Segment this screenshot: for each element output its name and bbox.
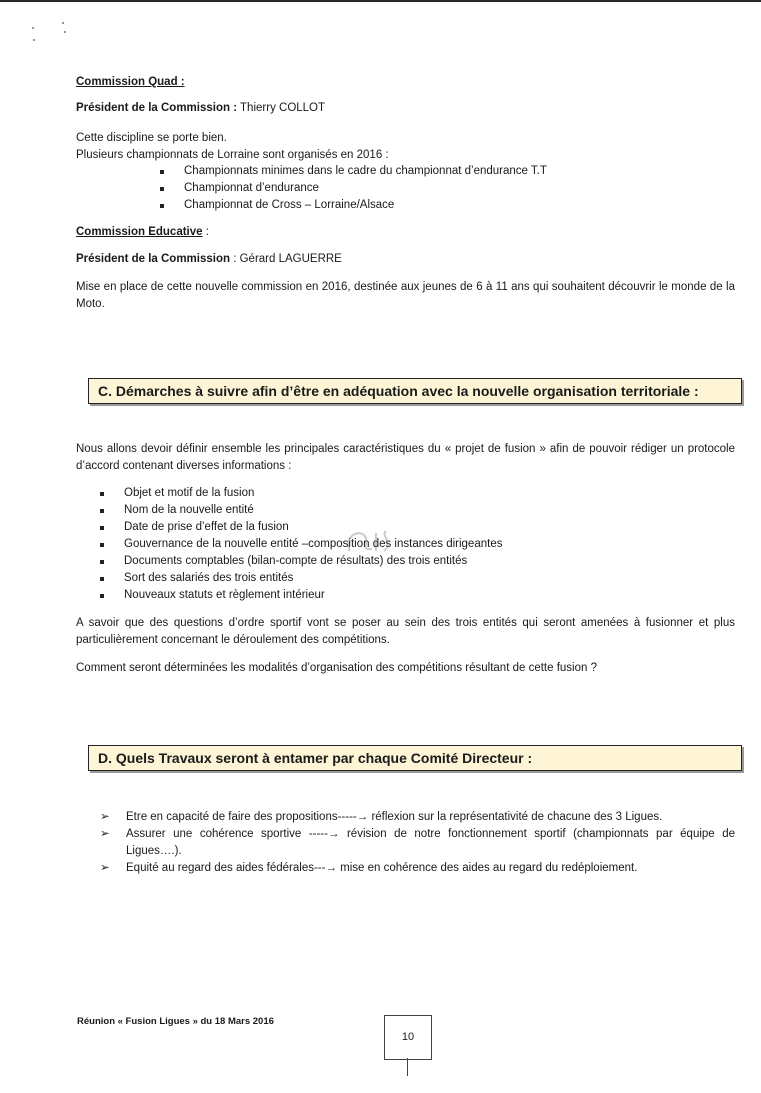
list-item: Championnat d’endurance (160, 180, 720, 197)
educative-heading-suffix: : (202, 226, 209, 238)
quad-president (76, 102, 325, 114)
top-border (0, 0, 761, 2)
list-item: Date de prise d’effet de la fusion (100, 519, 660, 536)
list-item: ➢ Assurer une cohérence sportive -----→ révision de notre fonctionnement sportif (championnats par équipe de Ligues….). (100, 828, 735, 857)
list-item: Championnats minimes dans le cadre du championnat d’endurance T.T (160, 163, 720, 180)
educative-heading-text: Commission Educative (76, 226, 203, 238)
quad-line2: Plusieurs championnats de Lorraine sont organisés en 2016 : (76, 149, 389, 161)
educative-text: Mise en place de cette nouvelle commission en 2016, destinée aux jeunes de 6 à 11 ans qui souhaitent découvrir le monde de la Moto. (76, 281, 735, 310)
scan-speck (33, 39, 35, 41)
quad-heading: Commission Quad : (76, 76, 185, 88)
list-item: Championnat de Cross – Lorraine/Alsace (160, 197, 720, 214)
scan-speck (64, 31, 66, 33)
page-number: 10 (384, 1015, 432, 1060)
list-item: ➢ Etre en capacité de faire des propositions-----→ réflexion sur la représentativité de chacune des 3 Ligues. (100, 809, 735, 826)
quad-bullet-list (160, 163, 720, 214)
list-item: Nouveaux statuts et règlement intérieur (100, 587, 660, 604)
faint-stamp-mark (342, 525, 412, 557)
list-item: Objet et motif de la fusion (100, 485, 660, 502)
section-d-list (100, 809, 735, 877)
list-item: Nom de la nouvelle entité (100, 502, 660, 519)
quad-line1: Cette discipline se porte bien. (76, 132, 227, 144)
scan-speck (62, 22, 64, 24)
list-item: Sort des salariés des trois entités (100, 570, 660, 587)
list-item: ➢ Equité au regard des aides fédérales---→ mise en cohérence des aides au regard du redéploiement. (100, 860, 735, 877)
educative-president (76, 253, 342, 265)
list-item: Gouvernance de la nouvelle entité –composition des instances dirigeantes (100, 536, 660, 553)
arrow-bullet-icon: ➢ (100, 828, 110, 840)
arrow-bullet-icon: ➢ (100, 811, 110, 823)
arrow-bullet-icon: ➢ (100, 862, 110, 874)
educative-president-name: : Gérard LAGUERRE (230, 253, 342, 265)
quad-president-label: Président de la Commission : (76, 102, 238, 114)
footer-text: Réunion « Fusion Ligues » du 18 Mars 2016 (77, 1016, 274, 1027)
educative-president-label: Président de la Commission (76, 253, 231, 265)
section-c-para2: Comment seront déterminées les modalités d’organisation des compétitions résultant de cette fusion ? (76, 662, 597, 674)
section-c-intro: Nous allons devoir définir ensemble les principales caractéristiques du « projet de fusion » afin de pouvoir rédiger un protocole d’accord contenant diverses informations : (76, 443, 735, 472)
list-item: Documents comptables (bilan-compte de résultats) des trois entités (100, 553, 660, 570)
educative-heading (76, 226, 209, 238)
section-c-title: C. Démarches à suivre afin d’être en adéquation avec la nouvelle organisation territoriale : (88, 378, 742, 404)
quad-president-name: Thierry COLLOT (237, 102, 326, 114)
section-d-title: D. Quels Travaux seront à entamer par chaque Comité Directeur : (88, 745, 742, 771)
scan-speck (32, 27, 34, 29)
section-c-para1: A savoir que des questions d’ordre sportif vont se poser au sein des trois entités qui seront amenées à fusionner et plus particulièrement concernant le déroulement des compétitions. (76, 617, 735, 646)
page-number-tick (407, 1058, 408, 1076)
